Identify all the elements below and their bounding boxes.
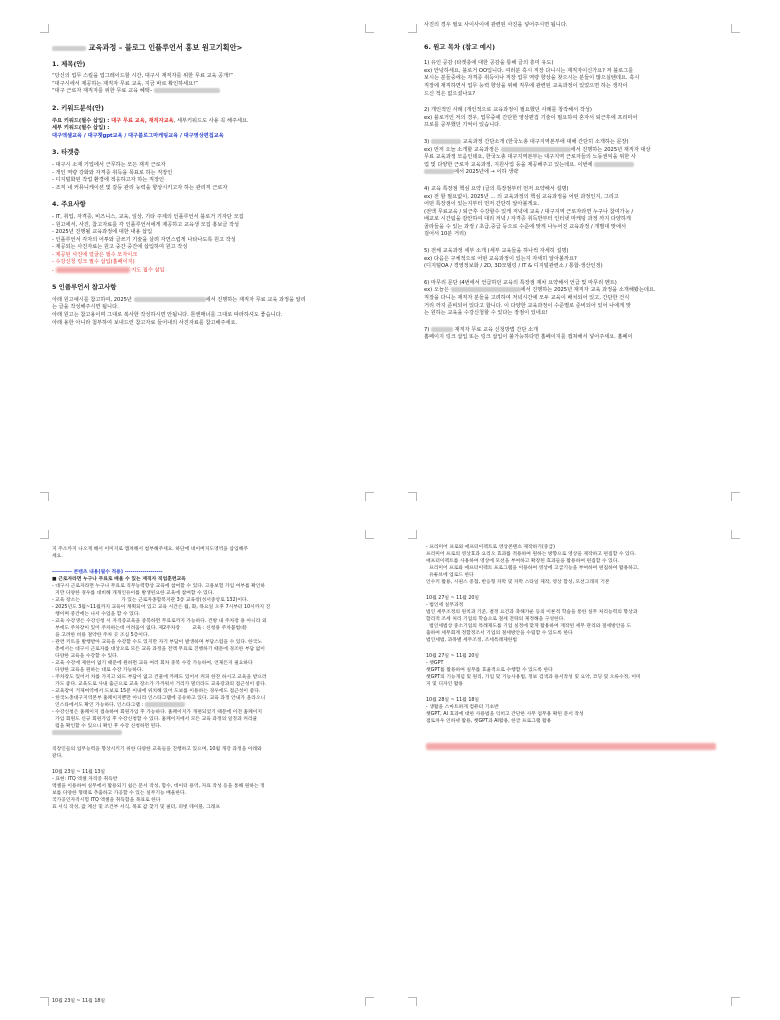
course-bullet: - 교육 수강에 제한이 없기 때문에 원하면 교육 여러 회차 중복 수강 가능하여, 언제든지 필요하다 다양한 교육을 원하는 대로 수강 가능하다.	[52, 661, 253, 673]
key-item: - 원고에서, 사진, 참고자료를 각 인플루언서에게 제공하고 교육생 모집 홍보글 작성	[52, 221, 240, 228]
crop-mark	[731, 530, 740, 539]
crop-mark	[365, 530, 374, 539]
main-keywords: 주요 키워드(필수 삽입) : 대구 무료 교육, 재직자교육, 세부키워드도 사용 꼭 해주세요.	[52, 117, 249, 124]
title-option: “대구 근로자 재직자를 위한 무료 교육 혜택–	[52, 88, 368, 96]
course-line: 인수키 활용, 시퀀스 중첩, 반응형 자막 및 자막 스타일 제작, 영상 합성, 모션그래픽 기본	[426, 580, 610, 585]
course-description: - 챗GPT 챗GPT를 활용하여 실무를 효율적으로 수행할 수 있도록 한다 챗GPT의 기능개념 및 원리, 가입 및 기능사용법, 정보 검색과 용서작성 및 요약, 코딩 및 오류수정, 이미 지 및 디자인 활용	[426, 661, 641, 687]
crop-mark	[408, 997, 417, 1006]
outline-title: 3) 교육과정 간단소개 (한국노총 대구지역본부에 대해 간단히 소개하는 문장)	[424, 138, 629, 145]
key-item-required: - 지도 필수 삽입	[52, 267, 165, 274]
key-item: - 인플루언서 각자의 어투와 글쓰기 기술을 살려 자연스럽게 나타나도록 원고 작성	[52, 236, 236, 243]
redacted-text	[501, 147, 571, 152]
document-page-3	[0, 510, 388, 1020]
outline-title: 4) 교육 특장점 핵심 요약 (글의 특장점부터 먼저 요약해서 설명)	[424, 185, 569, 192]
outline-title: 5) 전체 교육과정 세부 소개 (세부 교육들을 하나씩 자세히 설명)	[424, 248, 569, 255]
redacted-text	[424, 169, 454, 174]
course-bullet: - 관련 키트을 발행받아 교육을 수강할 수도 있지만 자기 부담이 발생하며 부담스럽을 수 있다. 한국노 총에서는 대구시 근로자를 대상으로 모든 교육 과정을 전액 무료로 진행하기 때문에 경조한 부담 없이 다양한 교육을 수강할 수 있다.	[52, 640, 265, 659]
course-bullet: - 2025년도 3월~11월까지 교육이 계획되어 있고 교육 시간은 월, 화, 목요일 오후 7시부터 10시까지 진 행이며 중간에는 나서 수업을 할 수 있다.	[52, 605, 271, 617]
crop-mark	[40, 997, 49, 1006]
target-item: - 조직 내 커뮤니케이션 및 갈등 관리 능력을 향상시키고자 하는 관리직 근로자	[52, 184, 228, 191]
key-item-required: - 수강신청 링크 필수 삽입(홈페이지)	[52, 259, 135, 266]
redacted-text	[52, 730, 122, 735]
crop-mark	[408, 492, 417, 501]
reference-note: 아래 원고예시를 참고하여, 2025년 에서 진행하는 재직자 무료 교육 과정을 알리	[52, 296, 306, 303]
crop-mark	[40, 24, 49, 33]
outline-title: 1) 유인 공감 (타겟층에 대한 공감을 통해 글의 흥미 유도)	[424, 60, 554, 67]
redacted-line	[52, 730, 368, 737]
course-line: 애프터이펙트를 사용하여 영상에 모션을 부여하고 확장된 효과들을 활용하여 편집할 수 있다.	[426, 559, 619, 564]
redacted-text	[431, 139, 461, 144]
outline-body: ex) 안녕하세요, 블로거 OO입니다. 여러분 혹시 직장 다니시는 재직자이신가요? 저 블로그를 보시는 분들중에는 자격증 취득이나 직장 업무 역량 향상을 찾으시는 분들이 많으실텐데요. 혹시 직장에 재직하면서 업무 능력 향상을 위해 직무에 관련된 교육과정이 있었으면 하는 생각이 드신 적은 없으셨나요?	[424, 67, 640, 97]
redacted-text	[134, 297, 206, 302]
course-date: 10월 23일 ~ 11월 13일	[52, 770, 106, 775]
top-line: 사진의 경우 필요 사이사이에 관련된 사진을 넣어주시면 됩니다.	[424, 22, 568, 28]
crop-mark	[408, 24, 417, 33]
redacted-text	[154, 88, 220, 93]
title-option: “당신의 업무 스킬을 업그레이드할 시간, 대구시 재직자를 위한 무료 교육 공개!”	[52, 73, 233, 80]
redacted-line	[426, 743, 738, 751]
content-divider: ---------- 콘텐츠 내용(필수 적용) -------------------	[52, 570, 163, 575]
intro-paragraph: 직장인들의 업무능력을 향상시키기 위한 다양한 교육들을 진행하고 있으며, 10월 개강 과정을 아래와 같다.	[52, 747, 262, 759]
redacted-text	[145, 702, 185, 707]
redacted-text	[52, 46, 86, 51]
course-line: - 프리미어 프로와 애프터이펙트로 영상콘텐츠 제작하기(중급)	[426, 545, 555, 550]
target-item: - 디지털화된 작업 환경에 적응하고자 하는 직장인	[52, 177, 164, 184]
document-page-1	[0, 0, 388, 505]
course-bullet: - 교육 장소는 가 있는 근로자종합복지관 3층 교육장(성서중앙로 132)이다.	[52, 598, 249, 603]
section-heading: 4. 주요사항	[52, 200, 86, 209]
key-item: - 2025년 진행될 교육과정에 대한 내용 삽입	[52, 229, 153, 236]
course-bullet: - 교육장이 거제여역에서 도보로 15분 이내에 위치해 있어 도보를 이용하는 경우에도 접근성이 좋다.	[52, 689, 261, 694]
outline-body: ex) 다음은 구체적으로 어떤 교육과정이 있는지 자세히 알아볼까요? (디지털OA / 경영정보화 / 2D, 3D모델링 / IT & 디지털관련소 / 통합·생산인정)	[424, 255, 603, 270]
redacted-text	[594, 162, 634, 167]
redacted-text	[426, 743, 716, 750]
course-line: 프리미어 프로의 영상효과 요리오 효과를 적용하여 원하는 방향으로 영상을 제작하고 편집할 수 있다.	[426, 552, 636, 557]
outline-body: ex) 오늘은 에서 진행하는 2025년 재직자 교육 과정을 소개해봤는데요. 직장을 다니는 재직자 분들을 고려하여 저녁시간에 모두 교육이 배치되어 있고, 간단한 건식 거리 까지 준비되어 있다고 합니다. 이 다양한 교육과정이 수준별로 준비되어 있어 나에게 맞 는 원하는 교육을 수강신청할 수 있다는 장점이 있네요!	[424, 287, 656, 317]
key-item-required: - 제공된 사진에 얼굴은 필수 모자이크	[52, 251, 138, 258]
sub-keywords: 대구엑셀교육 / 대구챗gpt교육 / 대구블로그마케팅교육 / 대구영상편집교육	[52, 132, 224, 139]
redacted-text	[431, 327, 453, 332]
course-bullet: - 수강신청은 홈페이지 접속하여 회원가입 후 가능하다. 홈페이지가 개편되었기 때문에 이전 홈페이지 가입 회원도 신규 회원가입 후 수강신청할 수 있다. 홈페이지에서 모든 교육 과정의 일정과 커리큘 럼을 확인할 수 있으니 확인 후 수강 신청하면 된다.	[52, 710, 263, 729]
course-bullet: - 주차장도 있어서 차를 가지고 와도 부담이 없고 건물에 카페도 있어서 커피 한잔 하시고 교육을 받으러 가도 좋다. 교육도로 사내 출근으로 교육 장소가 가까워서 거리가 멀더라도 교육장과의 접근성이 좋다.	[52, 675, 267, 687]
reference-note: 는 글을 작성해주시면 됩니다.	[52, 304, 119, 311]
course-date: 10월 28일 ~ 11월 18일	[426, 698, 480, 703]
course-date: 10월 27일 ~ 11월 20일	[426, 596, 480, 601]
crop-mark	[40, 530, 49, 539]
reference-note: 아래 원고는 참고용이며 그대로 복사한 작성하시면 안됩니다. 톤앤매너를 그대로 따라하셔도 좋습니다.	[52, 311, 283, 318]
sub-keywords-label: 세부 키워드(필수 삽입) :	[52, 125, 110, 132]
top-line: 지 주소까지 나오게 해서 이미지로 캡쳐해서 첨부해주세요. 하단에 네이버지도영역을 삽입해주 세요.	[52, 547, 248, 559]
outline-body: ex) 블로거인 저의 경우, 업무중에 간단한 영상편집 기술이 필요하여 혼자서 퇴근후에 프리미어 프로를 공부했던 기억이 있습니다.	[424, 114, 638, 129]
course-heading: ■ 근로자라면 누구나 무료로 배울 수 있는 재직자 직업훈련교육	[52, 577, 186, 582]
section-heading: 6. 원고 목차 (참고 예시)	[424, 42, 496, 51]
outline-body: ex) 먼저 오늘 소개할 교육과정은 에서 진행하는 2025년 재직자 대상 무료 교육과정 모음인데요, 한국노총 대구지역본부는 대구지역 근로자들의 노동권익을 위한 사 업 및 다양한 근로자 교육과정, 지원사업 등을 제공해주고 있는데요. 이번에 에서 2025년에 → 이하 생략	[424, 146, 651, 176]
redacted-text	[56, 267, 130, 273]
course-bullet: - 교육 수강생은 수강신청 시 자격증교육을 중복하면 무료로까지 가능하다. 건방 내 주차장 용 아니라 외 부에도 주차장이 있어 주차하는데 어려움이 없다. 제2주차장 교육 : 신청용 주차불법대) 을 고려한 비용 절약한 주차 곳 조심 5층이다.	[52, 619, 267, 638]
target-item: - 대구시 소재 기업에서 근무하는 모든 재직 근로자	[52, 161, 166, 168]
document-page-4	[392, 510, 780, 1020]
outline-title: 7) 재직자 무료 교육 신청방법 간단 소개	[424, 326, 539, 333]
section-heading: 2. 키워드분석(안)	[52, 103, 104, 112]
section-heading: 3. 타겟층	[52, 148, 80, 157]
crop-mark	[408, 530, 417, 539]
key-item: - 제공되는 사진자료는 원고 중간 중간에 삽입하여 원고 작성	[52, 244, 188, 251]
course-description: - 표현: ITQ 엑셀 자격증 취득반 엑셀을 이용하여 실무에서 활용되기 쉽은 문서 작성, 함수, 데이터 용역, 자료 작성 등을 통해 원하는 정 보를 다양한 형태로 추출하고 가공할 수 있는 실무기능 배울한다. 국가공인자격시험 ITQ 엑셀을 취득함을 목표로 한다 표 서식 작성, 값 계산 및 조건부 서식, 목표 값 찾기 및 필터, 피벗 테이블, 그래프	[52, 777, 265, 810]
key-item: - IT, 취업, 자격증, 비즈니스, 교육, 일상, 기타 주제의 인플루언서 블로거 기자단 모집	[52, 213, 244, 220]
document-title: 교육과정 – 블로그 인플루언서 홍보 원고기획안>	[52, 44, 368, 52]
reference-note: 아래 용한 아니라 첨부하여 보내드린 참고자료 들어내의 사진자료를 참고해주세요.	[52, 319, 238, 326]
outline-title: 6) 마무리 문단 (4번에서 언급하던 교육의 특장점 재차 요약해서 언급 및 마무리 멘트)	[424, 279, 617, 286]
outline-title: 2) 개인적인 사례 (개인적으로 교육과정이 필요했던 사례를 창작해서 작성)	[424, 107, 592, 114]
crop-mark	[40, 492, 49, 501]
title-option: “대구시에서 제공하는 재직자 무료 교육, 지금 바로 확인하세요!”	[52, 80, 198, 87]
outline-body: ex) 전 할 필요없이, 2025년 ... 의 교육과정의 핵심 교육과정을 어떤 과정인지, 그리고 어떤 특장점이 있는지부터 먼저 간단히 알아볼게요. (전액 무료교육 / 퇴근후 수강할수 있게 저녁에 교육 / 대구지역 근로자라면 누구나 참여가능 / 배교로 시간팀을 감안하여 대리 저녁 / 자격증 취득반부터 인터넷 마케팅 과정 까지 다양하게 골라들을 수 있는 과정 / 초급,중급 등으로 수준에 맞게 나누어진 교육과정 / 개별대 맞에서 걸어서 10분 거리)	[424, 193, 634, 238]
course-bullet: - 대구시 근로자라면 누구나 무료로 직무능력향상 교육에 참여할 수 있다. 고용보험 가입 여부를 확인하 지만 다양한 경우를 대비해 개개인유이를 발생된요한 교육에 참여할 수 있다.	[52, 584, 266, 596]
crop-mark	[365, 24, 374, 33]
document-page-2	[392, 0, 780, 505]
section-heading: 5 인플루언서 참고사항	[52, 283, 117, 292]
course-description: - 생활을 스마트하게 컴퓨터 기초반 챗GPT, AI 효과에 대한 사용법을 익히고 간단한 사무 업무용 확된 문서 작성 점토차우 인하넷 활용, 챗GPT과 AI활용, 한글 프로그램 활용	[426, 705, 584, 724]
course-date: 10월 23일 ~ 11월 18일	[52, 999, 106, 1004]
outline-body: 홈페이지 링크 삽입 또는 링크 삽입이 불가능하다면 홈페이지를 캡쳐해서 넣어주세요. 홈페이	[424, 334, 633, 341]
course-bullet: - 한국노총대구지역본부 홈페이지뿐만 아니라 인스타그램에 공유하고 있다. 교육 과정 안내가 올라오니 인스타에서도 확인 가능하다. 인스타그램 :	[52, 696, 266, 708]
section-heading: 1. 제목(안)	[52, 59, 86, 68]
course-date: 10월 27일 ~ 11월 20일	[426, 654, 480, 659]
target-item: - 개인 역량 강화와 자격증 취득을 목표로 하는 직장인	[52, 169, 173, 176]
course-line: 프리미어 프로와 애프터이펙트 프로그램을 이용하여 영상에 고급기능을 부여하여 편집하여 활용하고, 유튜브에 업로드 한다	[429, 566, 639, 578]
course-description: - 법인세 실무과정 법인 세무조정의 원칙과 기준, 결정 요건과 축해가운 등의 이론적 학습을 통한 실무 처리능력의 향상과 합리적 조세 처리 기업의 학습으로 절세 전략의 제정해을 구성한다. 법인세법상 중소기업의 특례제도를 기업 실정에 맞게 활용하여 재작된 세무 관리와 절세방안을 도 출하여 세무회계 정합정조서 기업의 절세방안을 수립할 수 있도록 한다 법인세법, 과목별 세무조정, 조세특례제한법	[426, 603, 638, 643]
redacted-text	[451, 287, 521, 292]
